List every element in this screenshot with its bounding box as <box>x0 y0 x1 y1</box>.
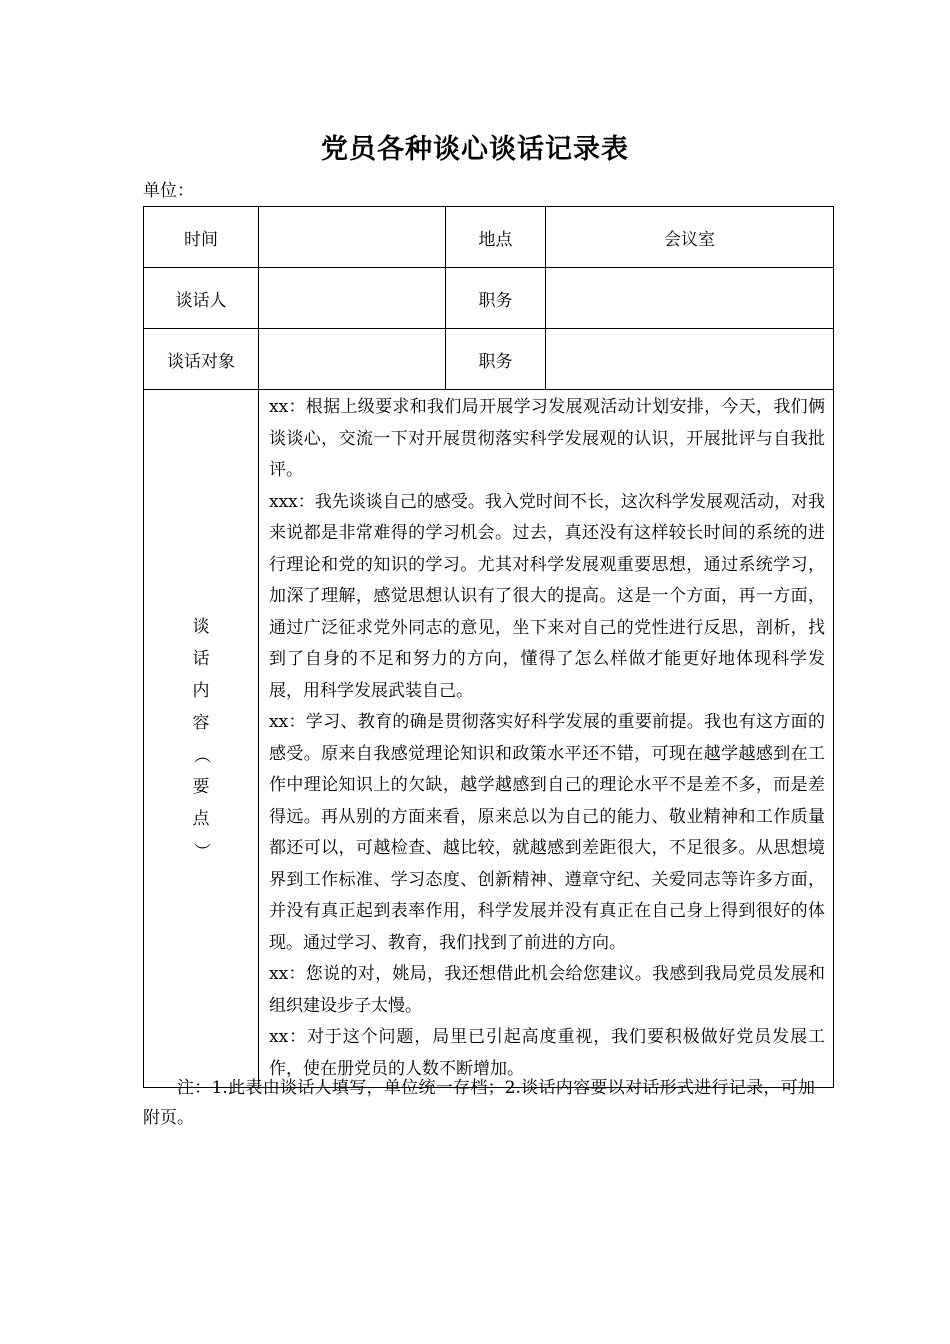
location-label: 地点 <box>446 207 546 268</box>
content-label-vertical <box>191 611 211 867</box>
target-label: 谈话对象 <box>144 329 259 390</box>
target-position-label: 职务 <box>446 329 546 390</box>
content-label <box>144 390 259 1088</box>
content-row <box>144 390 834 1088</box>
speaker-label: 谈话人 <box>144 268 259 329</box>
content-label-char: 容 <box>192 712 210 733</box>
content-cell <box>259 390 834 1088</box>
speaker-position-value <box>546 268 834 329</box>
content-label-char: 谈 <box>192 616 210 637</box>
page-title: 党员各种谈心谈话记录表 <box>321 134 629 165</box>
speaker-value <box>259 268 446 329</box>
content-label-char: （ <box>191 746 211 763</box>
dialogue-paragraph: xxx：我先谈谈自己的感受。我入党时间不长，这次科学发展观活动，对我来说都是非常难得的学习机会。过去，真还没有这样较长时间的系统的进行理论和党的知识的学习。尤其对科学发展观重要思想，通过系统学习，加深了理解，感觉思想认识有了很大的提高。这是一个方面，再一方面，通过广泛征求党外同志的意见，坐下来对自己的党性进行反思，剖析，找到了自身的不足和努力的方向，懂得了怎么样做才能更好地体现科学发展，用科学发展武装自己。 <box>269 491 825 701</box>
content-label-char: 点 <box>192 808 210 829</box>
speaker-row <box>144 268 834 329</box>
location-value: 会议室 <box>546 207 834 268</box>
content-label-char: 内 <box>192 680 210 701</box>
dialogue-paragraph: xx：根据上级要求和我们局开展学习发展观活动计划安排，今天，我们俩谈谈心，交流一下对开展贯彻落实科学发展观的认识，开展批评与自我批评。 <box>269 397 825 480</box>
time-label: 时间 <box>144 207 259 268</box>
content-label-char: ） <box>191 842 211 859</box>
speaker-position-label: 职务 <box>446 268 546 329</box>
target-value <box>259 329 446 390</box>
time-value <box>259 207 446 268</box>
time-row <box>144 207 834 268</box>
dialogue-paragraph: xx：对于这个问题，局里已引起高度重视，我们要积极做好党员发展工作，使在册党员的人数不断增加。 <box>269 1027 825 1079</box>
content-label-char: 要 <box>192 776 210 797</box>
footnote: 注：1.此表由谈话人填写，单位统一存档；2.谈话内容要以对话形式进行记录，可加附页。 <box>143 1078 815 1128</box>
unit-label: 单位： <box>143 181 194 201</box>
target-row <box>144 329 834 390</box>
dialogue-paragraph: xx：学习、教育的确是贯彻落实好科学发展的重要前提。我也有这方面的感受。原来自我感觉理论知识和政策水平还不错，可现在越学越感到在工作中理论知识上的欠缺，越学越感到自己的理论水平不是差不多，而是差得远。再从别的方面来看，原来总以为自己的能力、敬业精神和工作质量都还可以，可越检查、越比较，就越感到差距很大，不足很多。从思想境界到工作标准、学习态度、创新精神、遵章守纪、关爱同志等许多方面，并没有真正起到表率作用，科学发展并没有真正在自己身上得到很好的体现。通过学习、教育，我们找到了前进的方向。 <box>269 712 825 953</box>
content-label-char: 话 <box>192 648 210 669</box>
target-position-value <box>546 329 834 390</box>
record-table <box>143 206 834 1088</box>
dialogue-paragraph: xx：您说的对，姚局，我还想借此机会给您建议。我感到我局党员发展和组织建设步子太慢。 <box>269 964 825 1016</box>
